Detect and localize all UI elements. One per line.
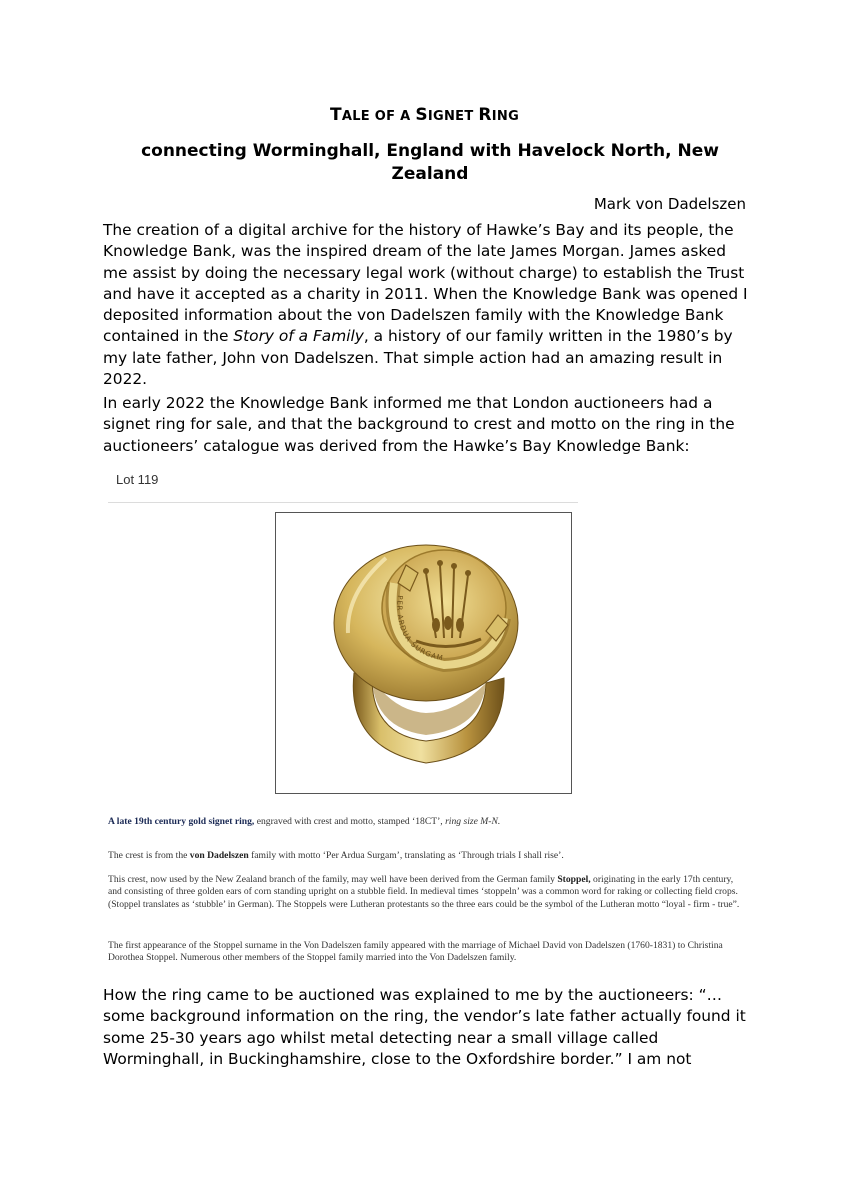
- catalogue-marriage-note: The first appearance of the Stoppel surname in the Von Dadelszen family appeared with the marriage of Michael David von Dadelszen (1760-1831) to Christina Dorothea Stoppel. Numerous other members of the Stoppel family married into the Von Dadelszen family.: [108, 940, 723, 964]
- signet-ring-photo: [275, 512, 572, 794]
- vendor-paragraph: How the ring came to be auctioned was explained to me by the auctioneers: “… some background information on the ring, the vendor’s late father actually found it some 25-30 years ago whilst metal detecting near a small village called Worminghall, in Buckinghamshire, close to the Oxfordshire border.” I am not: [103, 986, 746, 1068]
- auction-paragraph: In early 2022 the Knowledge Bank informed me that London auctioneers had a signet ring for sale, and that the background to crest and motto on the ring in the auctioneers’ catalogue was derived from the Hawke’s Bay Knowledge Bank:: [103, 394, 735, 455]
- catalogue-description: A late 19th century gold signet ring, engraved with crest and motto, stamped ‘18CT’, ring size M-N.: [108, 816, 501, 827]
- author-name: Mark von Dadelszen: [593, 195, 746, 213]
- lot-number: Lot 119: [116, 472, 159, 487]
- engraved-motto: PER ARDUA SURGAM: [395, 594, 445, 663]
- document-subtitle: connecting Worminghall, England with Havelock North, New Zealand: [141, 141, 719, 184]
- intro-paragraph: The creation of a digital archive for the history of Hawke’s Bay and its people, the Knowledge Bank, was the inspired dream of the late James Morgan. James asked me assist by doing the necessary legal work (without charge) to establish the Trust and have it accepted as a charity in 2011. When the Knowledge Bank was opened I deposited information about the von Dadelszen family with the Knowledge Bank contained in the Story of a Family, a history of our family written in the 1980’s by my late father, John von Dadelszen. That simple action had an amazing result in 2022.: [103, 221, 748, 389]
- catalogue-crest-note: The crest is from the von Dadelszen family with motto ‘Per Ardua Surgam’, translating as ‘Through trials I shall rise’.: [108, 850, 564, 861]
- catalogue-stoppel-note: This crest, now used by the New Zealand branch of the family, may well have been derived from the German family Stoppel, originating in the early 17th century, and consisting of three golden ears of corn standing upright on a stubble field. In medieval times ‘stoppeln’ was a common word for raking or collecting field crops. (Stoppel translates as ‘stubble’ in German). The Stoppels were Lutheran protestants so the three ears could be the symbol of the Lutheran motto “loyal - firm - true”.: [108, 874, 740, 910]
- lot-divider: [108, 502, 578, 503]
- ring-illustration: [276, 513, 571, 793]
- book-title: Story of a Family: [233, 327, 364, 346]
- document-title: TALE OF A SIGNET RING: [329, 105, 520, 125]
